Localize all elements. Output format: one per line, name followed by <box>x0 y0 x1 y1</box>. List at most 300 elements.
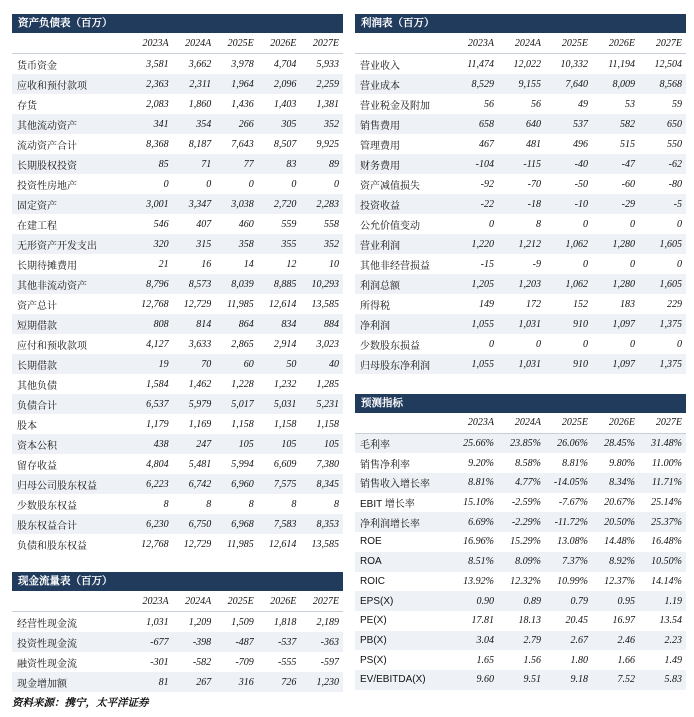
value-cell: 8 <box>291 498 297 510</box>
row-label: 其他流动资产 <box>12 114 130 134</box>
value-cell: 354 <box>173 114 216 134</box>
value-cell: 1.65 <box>476 654 494 666</box>
table-row <box>12 672 343 692</box>
value-cell: 1,055 <box>451 314 498 334</box>
value-cell: 7,380 <box>316 458 339 470</box>
row-label: 财务费用 <box>355 154 451 174</box>
value-cell: 6.69% <box>451 512 498 532</box>
table-row <box>355 572 686 592</box>
table-row <box>12 174 343 194</box>
value-cell: -29 <box>592 194 639 214</box>
value-cell: 13.54 <box>659 615 682 627</box>
value-cell: 3,023 <box>316 338 339 350</box>
value-cell: 0 <box>536 338 541 350</box>
value-cell: 438 <box>130 434 173 454</box>
value-cell: 7.37% <box>545 552 592 572</box>
value-cell: 8.09% <box>498 552 545 572</box>
row-label: 短期借款 <box>12 314 130 334</box>
value-cell: 6,537 <box>130 394 173 414</box>
value-cell: 0 <box>583 218 588 230</box>
value-cell: 12 <box>286 258 297 270</box>
value-cell: 12.37% <box>604 575 635 587</box>
value-cell: 0 <box>630 258 635 270</box>
value-cell: 3,347 <box>173 194 216 214</box>
value-cell: 70 <box>173 354 216 374</box>
value-cell: -398 <box>173 632 216 652</box>
row-label: 少数股东损益 <box>360 340 420 352</box>
table-row <box>12 234 343 254</box>
year-header: 2024A <box>498 33 545 54</box>
balance-sheet-panel <box>12 14 343 554</box>
value-cell: 352 <box>300 234 343 254</box>
income-statement-panel <box>355 14 686 374</box>
value-cell: 3,001 <box>130 194 173 214</box>
value-cell: 5,994 <box>231 458 254 470</box>
year-header: 2027E <box>300 33 343 54</box>
value-cell: 4,127 <box>146 338 169 350</box>
value-cell: 1,280 <box>592 234 639 254</box>
value-cell: 1.66 <box>617 654 635 666</box>
value-cell: 1,097 <box>592 354 639 374</box>
row-label: 货币资金 <box>17 60 57 72</box>
value-cell: 8.34% <box>592 473 639 493</box>
value-cell: 0 <box>489 338 494 350</box>
forecast-table <box>355 413 686 690</box>
value-cell: 6,968 <box>215 514 258 534</box>
value-cell: 12,022 <box>513 58 541 70</box>
value-cell: -555 <box>278 656 297 668</box>
value-cell: 341 <box>130 114 173 134</box>
value-cell: 8.81% <box>451 473 498 493</box>
value-cell: 17.81 <box>471 615 494 627</box>
forecast-panel <box>355 394 686 690</box>
value-cell: 0 <box>206 178 212 190</box>
value-cell: 40 <box>300 354 343 374</box>
source-note: 资料来源：携宁，太平洋证券 <box>12 697 149 709</box>
table-row <box>355 154 686 174</box>
row-label: 应付和预收款项 <box>17 340 87 352</box>
row-label: EV/EBITDA(X) <box>355 670 451 690</box>
value-cell: 910 <box>545 314 592 334</box>
value-cell: 5,481 <box>188 458 212 470</box>
value-cell: 8 <box>334 498 339 510</box>
value-cell: -14.05% <box>545 473 592 493</box>
value-cell: 6,223 <box>130 474 173 494</box>
header-label-cell <box>12 591 130 612</box>
row-label: 留存收益 <box>17 460 57 472</box>
value-cell: 6,609 <box>273 458 297 470</box>
table-row <box>12 154 343 174</box>
value-cell: 14.14% <box>651 575 682 587</box>
value-cell: 1.80 <box>570 654 588 666</box>
value-cell: 2,720 <box>258 194 301 214</box>
value-cell: 12,504 <box>654 58 682 70</box>
value-cell: 16.97 <box>612 615 635 627</box>
value-cell: 8,353 <box>300 514 343 534</box>
table-row <box>12 74 343 94</box>
value-cell: -15 <box>480 258 494 270</box>
value-cell: 21 <box>158 258 169 270</box>
value-cell: 884 <box>300 314 343 334</box>
row-label: 销售净利率 <box>360 459 410 471</box>
table-row <box>355 532 686 552</box>
value-cell: 11,985 <box>227 298 254 310</box>
value-cell: 7,583 <box>258 514 301 534</box>
value-cell: 8,507 <box>273 138 297 150</box>
row-label: 长期股权投资 <box>12 154 130 174</box>
value-cell: 864 <box>215 314 258 334</box>
value-cell: 8,009 <box>592 74 639 94</box>
value-cell: 3,038 <box>215 194 258 214</box>
value-cell: 10 <box>329 258 339 270</box>
value-cell: 0 <box>248 178 254 190</box>
value-cell: 10.50% <box>639 552 686 572</box>
value-cell: 9.80% <box>609 457 635 469</box>
value-cell: 8 <box>248 498 254 510</box>
value-cell: 640 <box>498 114 545 134</box>
balance-sheet-table <box>12 33 343 554</box>
value-cell: 1,230 <box>300 672 343 692</box>
value-cell: 20.45 <box>565 615 588 627</box>
table-row <box>12 354 343 374</box>
table-row <box>355 274 686 294</box>
value-cell: 77 <box>215 154 258 174</box>
row-label: 在建工程 <box>17 220 57 232</box>
table-row <box>12 632 343 652</box>
value-cell: 8,796 <box>130 274 173 294</box>
value-cell: 105 <box>300 434 343 454</box>
value-cell: 515 <box>620 138 635 150</box>
value-cell: 352 <box>300 114 343 134</box>
row-label: ROE <box>360 536 382 548</box>
value-cell: 0 <box>630 338 635 350</box>
value-cell: 16 <box>201 258 212 270</box>
value-cell: 1,031 <box>146 616 169 628</box>
value-cell: 85 <box>130 154 173 174</box>
value-cell: 8,573 <box>173 274 216 294</box>
value-cell: 2,259 <box>300 74 343 94</box>
value-cell: 0.95 <box>592 591 639 611</box>
value-cell: 1,375 <box>639 314 686 334</box>
value-cell: 53 <box>625 98 635 110</box>
table-row <box>12 334 343 354</box>
table-row <box>12 254 343 274</box>
value-cell: 4.77% <box>498 473 545 493</box>
value-cell: 2,189 <box>316 616 339 628</box>
value-cell: -40 <box>545 154 592 174</box>
row-label: 长期借款 <box>12 354 130 374</box>
balance-sheet-title: 资产负债表（百万） <box>12 14 343 33</box>
header-row <box>355 33 686 54</box>
value-cell: 8 <box>206 498 212 510</box>
value-cell: 172 <box>526 298 541 310</box>
value-cell: 3.04 <box>451 631 498 651</box>
value-cell: -709 <box>235 656 254 668</box>
table-row <box>355 174 686 194</box>
table-row <box>355 650 686 670</box>
value-cell: 5.83 <box>639 670 686 690</box>
value-cell: 910 <box>545 354 592 374</box>
value-cell: 7.52 <box>592 670 639 690</box>
value-cell: 50 <box>258 354 301 374</box>
value-cell: 4,704 <box>273 58 297 70</box>
value-cell: 19 <box>130 354 173 374</box>
row-label: 负债和股东权益 <box>17 540 87 552</box>
table-row <box>355 512 686 532</box>
value-cell: 8.58% <box>515 457 541 469</box>
row-label: 其他负债 <box>17 380 57 392</box>
value-cell: 81 <box>130 672 173 692</box>
value-cell: 1,285 <box>316 378 339 390</box>
value-cell: 11,474 <box>467 58 494 70</box>
value-cell: 1,818 <box>273 616 297 628</box>
value-cell: -582 <box>192 656 212 668</box>
value-cell: 6,750 <box>173 514 216 534</box>
value-cell: 0 <box>334 178 339 190</box>
row-label: 投资性房地产 <box>17 180 77 192</box>
row-label: 其他非流动资产 <box>12 274 130 294</box>
table-row <box>355 552 686 572</box>
value-cell: 23.85% <box>498 433 545 453</box>
value-cell: 267 <box>173 672 216 692</box>
value-cell: 105 <box>215 434 258 454</box>
header-row <box>12 591 343 612</box>
value-cell: -10 <box>545 194 592 214</box>
value-cell: 320 <box>130 234 173 254</box>
value-cell: 2,096 <box>258 74 301 94</box>
row-label: 资本公积 <box>12 434 130 454</box>
value-cell: 13,585 <box>311 538 339 550</box>
row-label: 融资性现金流 <box>17 658 77 670</box>
value-cell: 0 <box>677 218 682 230</box>
value-cell: 726 <box>258 672 301 692</box>
row-label: 营业成本 <box>355 74 451 94</box>
table-row <box>355 134 686 154</box>
value-cell: -60 <box>621 178 635 190</box>
value-cell: 12,729 <box>183 298 212 310</box>
value-cell: 59 <box>672 98 682 110</box>
value-cell: 16.96% <box>463 536 494 548</box>
value-cell: 9.60 <box>451 670 498 690</box>
value-cell: 1,220 <box>451 234 498 254</box>
value-cell: 11,985 <box>227 538 254 550</box>
value-cell: 56 <box>484 98 494 110</box>
value-cell: -487 <box>215 632 258 652</box>
value-cell: 1,062 <box>545 234 592 254</box>
row-label: 流动资产合计 <box>17 140 77 152</box>
value-cell: 5,979 <box>173 394 216 414</box>
value-cell: 1.19 <box>639 591 686 611</box>
value-cell: 12,614 <box>268 538 297 550</box>
value-cell: 105 <box>258 434 301 454</box>
value-cell: 8,529 <box>451 74 498 94</box>
value-cell: 559 <box>281 218 297 230</box>
value-cell: 8,345 <box>300 474 343 494</box>
row-label: 其他非经营损益 <box>360 260 430 272</box>
table-row <box>355 194 686 214</box>
value-cell: 1,584 <box>146 378 169 390</box>
cashflow-table <box>12 591 343 692</box>
row-label: 存货 <box>17 100 37 112</box>
value-cell: 2.46 <box>592 631 639 651</box>
row-label: 营业利润 <box>355 234 451 254</box>
table-row <box>355 214 686 234</box>
value-cell: 1,205 <box>451 274 498 294</box>
value-cell: 1,158 <box>231 418 254 430</box>
value-cell: 2,363 <box>130 74 173 94</box>
value-cell: 11.00% <box>651 457 682 469</box>
value-cell: 71 <box>173 154 216 174</box>
table-row <box>12 374 343 394</box>
value-cell: 1,203 <box>498 274 545 294</box>
forecast-title: 预测指标 <box>355 394 686 413</box>
table-row <box>12 114 343 134</box>
value-cell: -18 <box>498 194 545 214</box>
table-row <box>355 74 686 94</box>
value-cell: 8 <box>536 218 541 230</box>
value-cell: 2,914 <box>273 338 297 350</box>
table-row <box>355 94 686 114</box>
value-cell: 20.67% <box>604 497 635 509</box>
value-cell: 2,083 <box>146 98 169 110</box>
table-row <box>355 354 686 374</box>
value-cell: 834 <box>258 314 301 334</box>
row-label: PE(X) <box>360 615 387 627</box>
table-row <box>12 294 343 314</box>
value-cell: 1,158 <box>316 418 339 430</box>
value-cell: 15.10% <box>463 497 494 509</box>
value-cell: 5,933 <box>316 58 339 70</box>
value-cell: 12,614 <box>268 298 297 310</box>
value-cell: 89 <box>300 154 343 174</box>
row-label: 所得税 <box>360 300 390 312</box>
value-cell: 26.06% <box>545 433 592 453</box>
value-cell: 2.67 <box>545 631 592 651</box>
value-cell: 8,368 <box>146 138 169 150</box>
table-row <box>355 54 686 75</box>
table-row <box>355 334 686 354</box>
row-label: 销售费用 <box>355 114 451 134</box>
table-row <box>355 234 686 254</box>
row-label: 公允价值变动 <box>360 220 420 232</box>
year-header: 2023A <box>130 33 173 54</box>
value-cell: 1,509 <box>231 616 254 628</box>
value-cell: 1,964 <box>215 74 258 94</box>
value-cell: -677 <box>130 632 173 652</box>
row-label: 长期待摊费用 <box>17 260 77 272</box>
year-header: 2027E <box>300 591 343 612</box>
value-cell: 9,925 <box>316 138 339 150</box>
value-cell: 2.23 <box>639 631 686 651</box>
value-cell: 7,575 <box>258 474 301 494</box>
value-cell: 814 <box>173 314 216 334</box>
value-cell: 1,436 <box>231 98 254 110</box>
value-cell: 0 <box>163 178 169 190</box>
value-cell: 550 <box>667 138 682 150</box>
value-cell: 0 <box>583 338 588 350</box>
row-label: EBIT 增长率 <box>360 499 415 511</box>
value-cell: 1,228 <box>231 378 254 390</box>
value-cell: 11,194 <box>608 58 635 70</box>
value-cell: -50 <box>574 178 588 190</box>
value-cell: 0.90 <box>451 591 498 611</box>
value-cell: -92 <box>480 178 494 190</box>
value-cell: -2.29% <box>498 512 545 532</box>
row-label: 无形资产开发支出 <box>12 234 130 254</box>
value-cell: 1,209 <box>188 616 212 628</box>
table-row <box>12 534 343 554</box>
value-cell: 6,742 <box>173 474 216 494</box>
value-cell: 3,662 <box>188 58 212 70</box>
value-cell: 25.14% <box>651 497 682 509</box>
value-cell: 5,231 <box>300 394 343 414</box>
value-cell: 2,311 <box>173 74 216 94</box>
value-cell: 1,031 <box>498 354 545 374</box>
value-cell: 1,232 <box>273 378 297 390</box>
value-cell: 8,885 <box>258 274 301 294</box>
row-label: 负债合计 <box>12 394 130 414</box>
value-cell: 1,375 <box>639 354 686 374</box>
value-cell: 56 <box>531 98 541 110</box>
year-header: 2024A <box>498 413 545 433</box>
table-row <box>12 274 343 294</box>
value-cell: 49 <box>578 98 588 110</box>
table-row <box>12 394 343 414</box>
value-cell: 1,062 <box>545 274 592 294</box>
value-cell: 0 <box>677 338 682 350</box>
value-cell: 10,293 <box>300 274 343 294</box>
table-row <box>12 434 343 454</box>
year-header: 2027E <box>639 33 686 54</box>
table-row <box>12 214 343 234</box>
value-cell: 2.79 <box>498 631 545 651</box>
value-cell: 467 <box>479 138 494 150</box>
year-header: 2025E <box>545 33 592 54</box>
year-header: 2024A <box>173 33 216 54</box>
value-cell: 0.89 <box>498 591 545 611</box>
row-label: 固定资产 <box>12 194 130 214</box>
value-cell: 0 <box>291 178 297 190</box>
value-cell: 8,187 <box>188 138 212 150</box>
row-label: 管理费用 <box>360 140 400 152</box>
value-cell: -70 <box>527 178 541 190</box>
value-cell: 13.08% <box>557 536 588 548</box>
value-cell: 4,804 <box>146 458 169 470</box>
value-cell: 5,031 <box>258 394 301 414</box>
value-cell: 14 <box>243 258 254 270</box>
header-label-cell <box>12 33 130 54</box>
value-cell: 315 <box>173 234 216 254</box>
value-cell: 0.79 <box>545 591 592 611</box>
row-label: 净利润增长率 <box>355 512 451 532</box>
value-cell: 355 <box>258 234 301 254</box>
table-row <box>355 453 686 473</box>
value-cell: 8,039 <box>215 274 258 294</box>
value-cell: -2.59% <box>511 497 541 509</box>
row-label: 归母公司股东权益 <box>12 474 130 494</box>
value-cell: 0 <box>489 218 494 230</box>
row-label: ROIC <box>360 575 385 587</box>
year-header: 2025E <box>215 33 258 54</box>
value-cell: 13.92% <box>463 575 494 587</box>
value-cell: 20.50% <box>592 512 639 532</box>
table-row <box>12 474 343 494</box>
value-cell: 8.81% <box>562 457 588 469</box>
table-row <box>12 314 343 334</box>
table-row <box>355 473 686 493</box>
table-row <box>12 494 343 514</box>
row-label: ROA <box>355 552 451 572</box>
